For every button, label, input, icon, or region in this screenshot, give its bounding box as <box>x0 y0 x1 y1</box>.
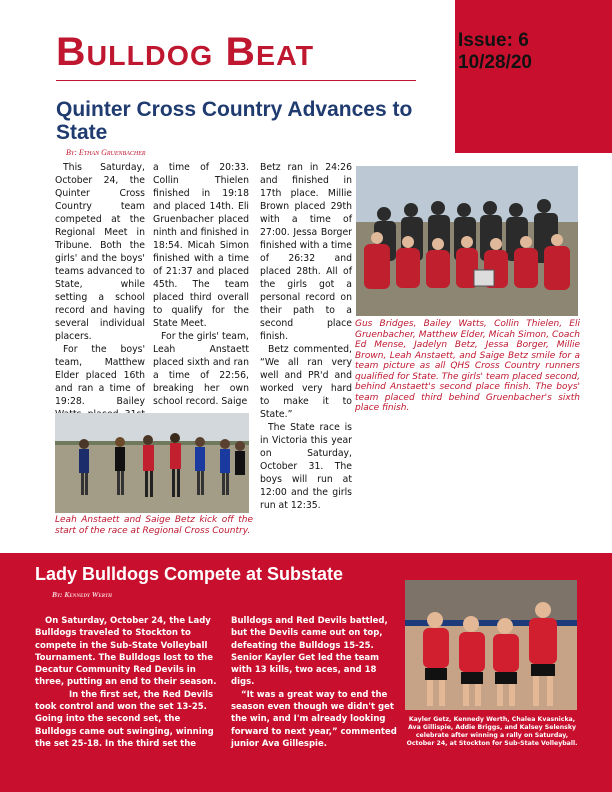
article1-column-1 <box>55 161 145 434</box>
article1-paragraph: a time of 20:33. Collin Thielen finished in 19:18 and placed 14th. Eli Gruenbacher placed ninth and finished in 18:54. Micah Simon finished with a time of 21:37 and placed 45th. The team placed third overall to qualify for the State Meet. <box>153 162 249 329</box>
article1-byline: By: Ethan Gruenbacher <box>66 148 146 157</box>
article2-headline: Lady Bulldogs Compete at Substate <box>35 564 344 584</box>
issue-banner <box>455 0 612 153</box>
article1-paragraph: Betz commented, “We all ran very well and PR'd and worked very hard to make it to State.” <box>260 344 352 420</box>
article1-paragraph: For the girls' team, Leah Anstaett placed sixth and ran a time of 22:56, breaking her own school record. Saige <box>153 331 250 407</box>
article2-paragraph: In the first set, the Red Devils took control and won the set 13-25. Going into the second set, the Bulldogs came out swinging, winning the set 25-18. In the third set the <box>35 689 214 749</box>
issue-number: Issue: 6 <box>458 30 529 51</box>
race-photo-caption: Leah Anstaett and Saige Betz kick off the start of the race at Regional Cross Country. <box>55 515 253 536</box>
article2-paragraph: On Saturday, October 24, the Lady Bulldogs traveled to Stockton to compete in the Sub-State Volleyball Tournament. The Bulldogs lost to the Decatur Community Red Devils in three, putting an end to their season. <box>35 616 217 688</box>
article1-column-3 <box>260 161 352 512</box>
article2-column-1 <box>35 615 217 750</box>
race-start-photo <box>55 413 249 513</box>
masthead-divider <box>56 80 416 81</box>
article1-paragraph: Betz ran in 24:26 and finished in 17th place. Millie Brown placed 29th with a time of 27:00. Jessa Borger finished with a time of 26:32 and placed 28th. All of the girls got a personal record on their path to a second place finish. <box>260 162 352 342</box>
article1-column-2 <box>153 161 249 408</box>
article2-paragraph: “It was a great way to end the season even though we didn't get the win, and I'm already looking forward to next year,” commented junior Ava Gillespie. <box>231 689 397 749</box>
article2-column-2 <box>231 615 401 750</box>
volleyball-photo-caption: Kayler Getz, Kennedy Werth, Chalea Kvasnicka, Ava Gillispie, Addie Briggs, and Kalsey Selensky celebrate after winning a rally on Saturday, October 24, at Stockton for Sub-State Volleyball. <box>406 716 578 747</box>
cross-country-team-photo <box>356 166 578 316</box>
team-photo-caption: Gus Bridges, Bailey Watts, Collin Thielen, Eli Gruenbacher, Matthew Elder, Micah Simon, Coach Ed Mense, Jadelyn Betz, Jessa Borger, Millie Brown, Leah Anstaett, and Saige Betz smile for a team picture as all QHS Cross Country runners qualified for State. The girls' team placed second, behind Anstaett's second place finish. The boys' team placed third behind Gruenbacher's sixth place finish. <box>355 319 580 413</box>
issue-info <box>458 30 532 74</box>
article1-headline: Quinter Cross Country Advances to State <box>56 98 413 144</box>
article1-paragraph: This Saturday, October 24, the Quinter Cross Country team competed at the Regional Meet in Tribune. Both the girls' and the boys' teams advanced to State, while setting a school record and having several individual placers. <box>55 162 145 342</box>
article2-paragraph: Bulldogs and Red Devils battled, but the Devils came out on top, defeating the Bulldogs 15-25. Senior Kayler Get led the team with 13 kills, two aces, and 18 digs. <box>231 616 388 688</box>
issue-date: 10/28/20 <box>458 52 532 73</box>
newsletter-title: Bulldog Beat <box>56 30 315 74</box>
article1-paragraph: For the boys' team, Matthew Elder placed 16th and ran a time of 19:28. Bailey <box>55 344 145 407</box>
article1-paragraph: The State race is in Victoria this year on Saturday, October 31. The boys will run at 12:00 and the girls run at 12:35. <box>260 422 352 511</box>
volleyball-celebration-photo <box>405 580 577 710</box>
article2-byline: By: Kennedy Werth <box>52 590 113 599</box>
